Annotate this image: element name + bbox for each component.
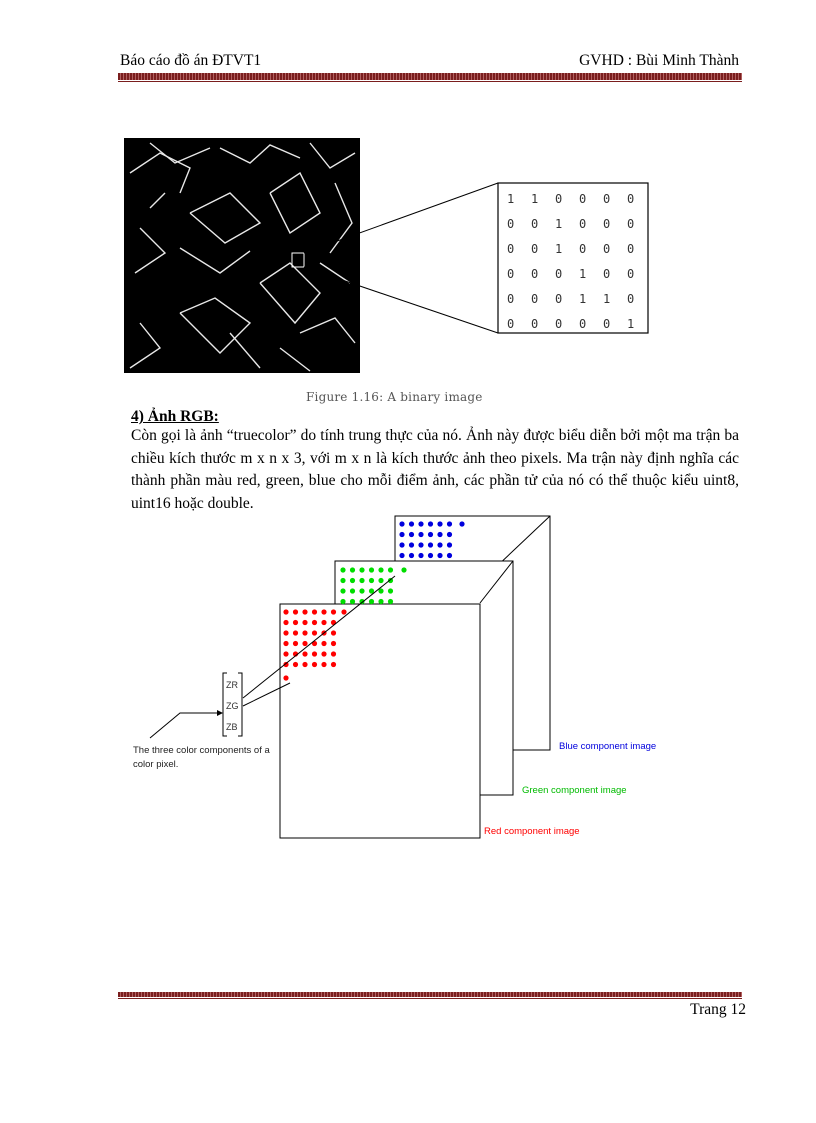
pixel-dot bbox=[428, 542, 433, 547]
pixel-dot bbox=[428, 532, 433, 537]
pixel-dot bbox=[283, 675, 288, 680]
pixel-dot bbox=[378, 578, 383, 583]
pixel-dot bbox=[341, 609, 346, 614]
binary-edge-image bbox=[124, 138, 360, 373]
pixel-dot bbox=[321, 641, 326, 646]
matrix-cell: 0 bbox=[507, 267, 515, 281]
header-rule bbox=[118, 73, 742, 80]
pixel-dot bbox=[302, 630, 307, 635]
pixel-dot bbox=[418, 542, 423, 547]
pixel-dot bbox=[283, 620, 288, 625]
vector-zb: ZB bbox=[226, 722, 238, 732]
pixel-dot bbox=[312, 651, 317, 656]
vector-zr: ZR bbox=[226, 680, 238, 690]
pixel-dot bbox=[283, 609, 288, 614]
pixel-dot bbox=[409, 542, 414, 547]
blue-component-label: Blue component image bbox=[559, 741, 657, 752]
matrix-cell: 0 bbox=[603, 192, 611, 206]
matrix-cell: 1 bbox=[579, 267, 587, 281]
matrix-cell: 0 bbox=[627, 267, 635, 281]
pixel-dot bbox=[447, 532, 452, 537]
matrix-cell: 0 bbox=[579, 192, 587, 206]
pixel-dot bbox=[409, 532, 414, 537]
pixel-dot bbox=[350, 588, 355, 593]
pixel-dot bbox=[437, 553, 442, 558]
pixel-dot bbox=[401, 567, 406, 572]
pixel-dot bbox=[312, 609, 317, 614]
pixel-dot bbox=[312, 662, 317, 667]
pixel-dot bbox=[399, 532, 404, 537]
page-number: Trang 12 bbox=[690, 1001, 746, 1018]
pixel-dot bbox=[331, 662, 336, 667]
matrix-cell: 0 bbox=[627, 217, 635, 231]
pixel-dot bbox=[359, 567, 364, 572]
matrix-cell: 0 bbox=[555, 192, 563, 206]
matrix-cell: 0 bbox=[627, 292, 635, 306]
pixel-dot bbox=[418, 553, 423, 558]
matrix-cell: 0 bbox=[603, 217, 611, 231]
pixel-label-line1: The three color components of a bbox=[133, 745, 270, 756]
pixel-dot bbox=[312, 620, 317, 625]
section-paragraph: Còn gọi là ảnh “truecolor” do tính trung thực của nó. Ảnh này được biểu diễn bởi một ma trận ba chiều kích thước m x n x 3, với m x n là kích thước ảnh theo pixels. Ma trận này định nghĩa các thành phần màu red, green, blue cho mỗi điểm ảnh, các phần tử của nó có thể thuộc kiểu uint8, uint16 hoặc double. bbox=[131, 427, 739, 512]
matrix-cell: 0 bbox=[555, 292, 563, 306]
pixel-dot bbox=[283, 651, 288, 656]
pixel-dot bbox=[399, 521, 404, 526]
matrix-cell: 0 bbox=[627, 242, 635, 256]
pixel-dot bbox=[399, 553, 404, 558]
pixel-dot bbox=[293, 609, 298, 614]
section-heading: 4) Ảnh RGB: bbox=[131, 408, 219, 425]
pixel-dot bbox=[428, 521, 433, 526]
pixel-dot bbox=[302, 651, 307, 656]
pixel-dot bbox=[447, 542, 452, 547]
matrix-cell: 0 bbox=[507, 242, 515, 256]
pixel-dot bbox=[428, 553, 433, 558]
pixel-dot bbox=[331, 641, 336, 646]
pixel-dot bbox=[359, 578, 364, 583]
pixel-dot bbox=[369, 567, 374, 572]
matrix-cell: 0 bbox=[555, 317, 563, 331]
label-pointer bbox=[150, 713, 217, 738]
pixel-dot bbox=[321, 651, 326, 656]
pixel-dot bbox=[321, 620, 326, 625]
pixel-dot bbox=[293, 662, 298, 667]
matrix-cell: 0 bbox=[507, 217, 515, 231]
matrix-cell: 0 bbox=[531, 317, 539, 331]
pixel-dot bbox=[447, 521, 452, 526]
header-title: Báo cáo đồ án ĐTVT1 bbox=[120, 52, 262, 69]
pixel-dot bbox=[283, 641, 288, 646]
pixel-dot bbox=[437, 521, 442, 526]
pixel-label-line2: color pixel. bbox=[133, 759, 179, 770]
pixel-dot bbox=[293, 620, 298, 625]
pixel-dot bbox=[388, 599, 393, 604]
matrix-cell: 1 bbox=[507, 192, 515, 206]
binary-matrix-box bbox=[498, 183, 648, 333]
pixel-dot bbox=[340, 588, 345, 593]
matrix-cell: 0 bbox=[531, 242, 539, 256]
pixel-dot bbox=[350, 599, 355, 604]
footer-rule bbox=[118, 992, 742, 997]
pixel-dot bbox=[399, 542, 404, 547]
rgb-figure bbox=[125, 508, 685, 848]
pixel-dot bbox=[340, 599, 345, 604]
pixel-dot bbox=[321, 662, 326, 667]
pixel-dot bbox=[340, 578, 345, 583]
pixel-dot bbox=[437, 542, 442, 547]
green-component-label: Green component image bbox=[522, 785, 627, 796]
matrix-cell: 0 bbox=[603, 317, 611, 331]
matrix-cell: 1 bbox=[579, 292, 587, 306]
pixel-dot bbox=[302, 662, 307, 667]
pixel-dot bbox=[302, 620, 307, 625]
red-plane bbox=[280, 604, 480, 838]
matrix-cell: 1 bbox=[627, 317, 635, 331]
matrix-cell: 0 bbox=[507, 317, 515, 331]
pixel-dot bbox=[369, 599, 374, 604]
pixel-dot bbox=[302, 641, 307, 646]
pixel-dot bbox=[331, 609, 336, 614]
matrix-cell: 0 bbox=[579, 317, 587, 331]
pixel-dot bbox=[447, 553, 452, 558]
matrix-cell: 0 bbox=[555, 267, 563, 281]
matrix-cell: 0 bbox=[627, 192, 635, 206]
matrix-cell: 1 bbox=[555, 242, 563, 256]
pixel-dot bbox=[409, 553, 414, 558]
pixel-dot bbox=[369, 578, 374, 583]
red-component-label: Red component image bbox=[484, 826, 580, 837]
pixel-dot bbox=[283, 630, 288, 635]
pixel-dot bbox=[312, 630, 317, 635]
pixel-dot bbox=[359, 588, 364, 593]
matrix-cell: 0 bbox=[603, 242, 611, 256]
pixel-dot bbox=[340, 567, 345, 572]
header-supervisor: GVHD : Bùi Minh Thành bbox=[579, 52, 739, 69]
pixel-dot bbox=[321, 609, 326, 614]
pixel-dot bbox=[437, 532, 442, 537]
pixel-dot bbox=[378, 599, 383, 604]
matrix-cell: 0 bbox=[507, 292, 515, 306]
vector-zg: ZG bbox=[226, 701, 239, 711]
matrix-cell: 0 bbox=[531, 292, 539, 306]
pixel-dot bbox=[331, 651, 336, 656]
pixel-dot bbox=[378, 567, 383, 572]
pixel-dot bbox=[418, 521, 423, 526]
matrix-cell: 0 bbox=[579, 217, 587, 231]
pixel-dot bbox=[331, 630, 336, 635]
matrix-cell: 1 bbox=[555, 217, 563, 231]
matrix-cell: 1 bbox=[603, 292, 611, 306]
matrix-cell: 0 bbox=[531, 217, 539, 231]
pixel-dot bbox=[350, 567, 355, 572]
pixel-dot bbox=[302, 609, 307, 614]
pixel-dot bbox=[418, 532, 423, 537]
pixel-dot bbox=[409, 521, 414, 526]
matrix-cell: 0 bbox=[531, 267, 539, 281]
pixel-dot bbox=[388, 567, 393, 572]
pixel-dot bbox=[459, 521, 464, 526]
figure-caption: Figure 1.16: A binary image bbox=[306, 390, 483, 404]
pixel-dot bbox=[388, 588, 393, 593]
matrix-cell: 0 bbox=[579, 242, 587, 256]
pixel-dot bbox=[350, 578, 355, 583]
pixel-dot bbox=[293, 641, 298, 646]
matrix-cell: 0 bbox=[603, 267, 611, 281]
pixel-dot bbox=[293, 630, 298, 635]
binary-image-figure bbox=[120, 133, 650, 383]
matrix-cell: 1 bbox=[531, 192, 539, 206]
